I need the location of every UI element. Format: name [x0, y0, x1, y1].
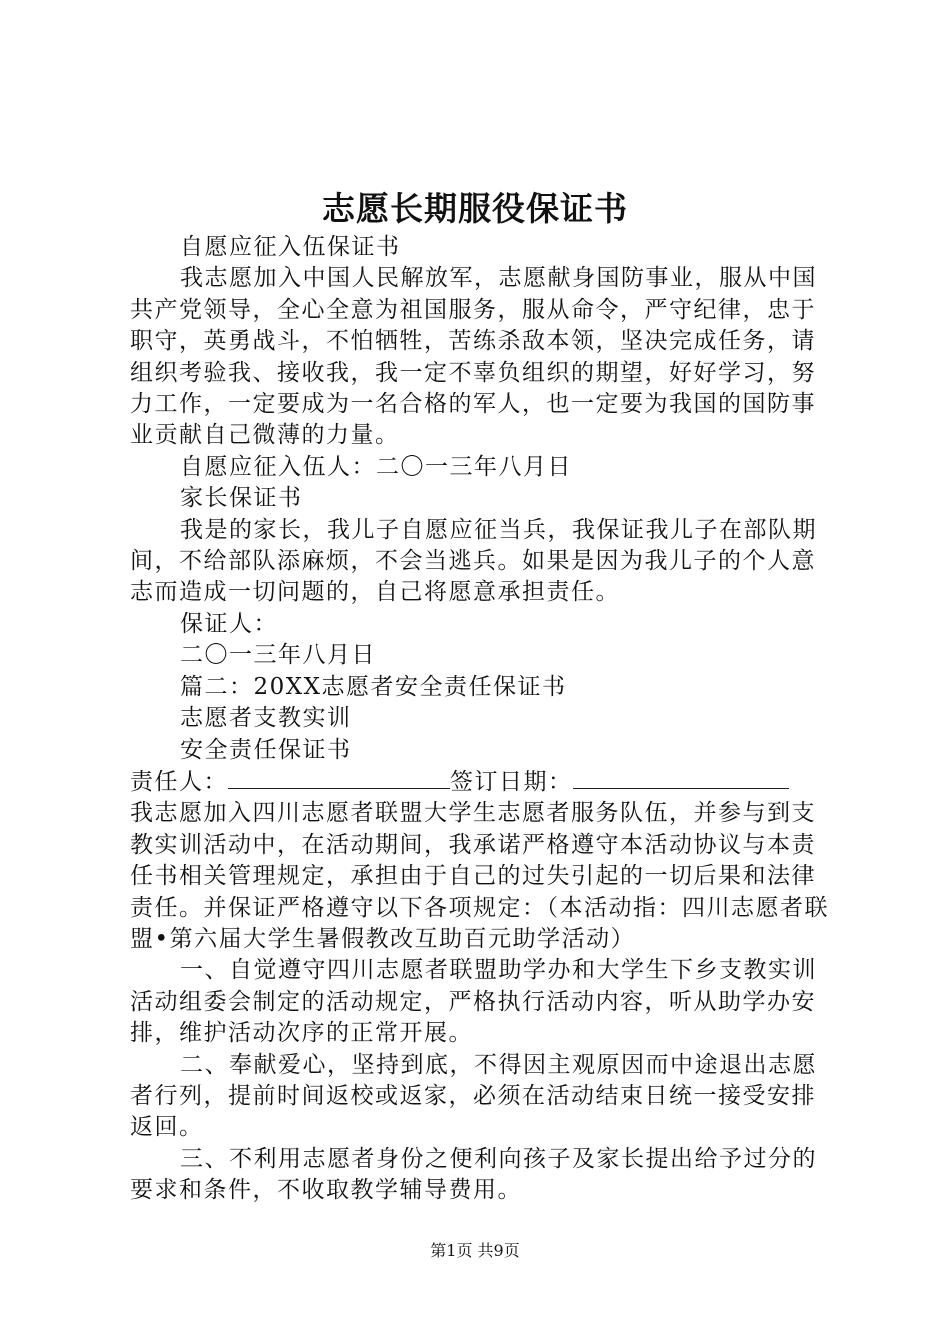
- signing-date-label: 签订日期：: [450, 768, 573, 795]
- responsible-person-blank: [228, 766, 450, 789]
- signing-date-blank: [573, 766, 789, 789]
- safety-pledge-heading: 安全责任保证书: [180, 736, 352, 763]
- rule-three-paragraph: 三、不利用志愿者身份之便利向孩子及家长提出给予过分的要求和条件，不收取教学辅导费用。: [130, 1145, 817, 1204]
- rule-two-paragraph: 二、奉献爱心，坚持到底，不得因主观原因而中途退出志愿者行列，提前时间返校或返家，必须在活动结束日统一接受安排返回。: [130, 1051, 817, 1141]
- signature-date-line: [130, 766, 836, 798]
- guarantor-label: 保证人：: [180, 610, 278, 637]
- parent-pledge-paragraph: 我是的家长，我儿子自愿应征当兵，我保证我儿子在部队期间，不给部队添麻烦，不会当逃兵。如果是因为我儿子的个人意志而造成一切问题的，自己将愿意承担责任。: [130, 516, 817, 606]
- enlistee-signature-line: 自愿应征入伍人：二〇一三年八月日: [180, 453, 572, 480]
- document-title: 志愿长期服役保证书: [322, 189, 628, 228]
- section-heading-parent: 家长保证书: [180, 485, 303, 512]
- volunteer-commitment-paragraph: 我志愿加入四川志愿者联盟大学生志愿者服务队伍，并参与到支教实训活动中，在活动期间，我承诺严格遵守本活动协议与本责任书相关管理规定，承担由于自己的过失引起的一切后果和法律责任。并保证严格遵守以下各项规定：（本活动指：四川志愿者联盟•第六届大学生暑假教改互助百元助学活动）: [130, 800, 829, 952]
- section-heading-enlistment: 自愿应征入伍保证书: [180, 234, 401, 260]
- responsible-person-label: 责任人：: [130, 768, 228, 795]
- volunteer-training-heading: 志愿者支教实训: [180, 705, 352, 732]
- part-two-heading: 篇二：20XX志愿者安全责任保证书: [180, 673, 567, 700]
- page-number-footer: 第1页 共9页: [430, 1241, 520, 1260]
- enlistment-pledge-paragraph: 我志愿加入中国人民解放军，志愿献身国防事业，服从中国共产党领导，全心全意为祖国服务，服从命令，严守纪律，忠于职守，英勇战斗，不怕牺牲，苦练杀敌本领，坚决完成任务，请组织考验我、接收我，我一定不辜负组织的期望，好好学习，努力工作，一定要成为一名合格的军人，也一定要为我国的国防事业贡献自己微薄的力量。: [130, 265, 817, 449]
- document-body: [130, 232, 836, 1207]
- guarantor-date: 二〇一三年八月日: [180, 642, 376, 669]
- rule-one-paragraph: 一、自觉遵守四川志愿者联盟助学办和大学生下乡支教实训活动组委会制定的活动规定，严格执行活动内容，听从助学办安排，维护活动次序的正常开展。: [130, 957, 817, 1047]
